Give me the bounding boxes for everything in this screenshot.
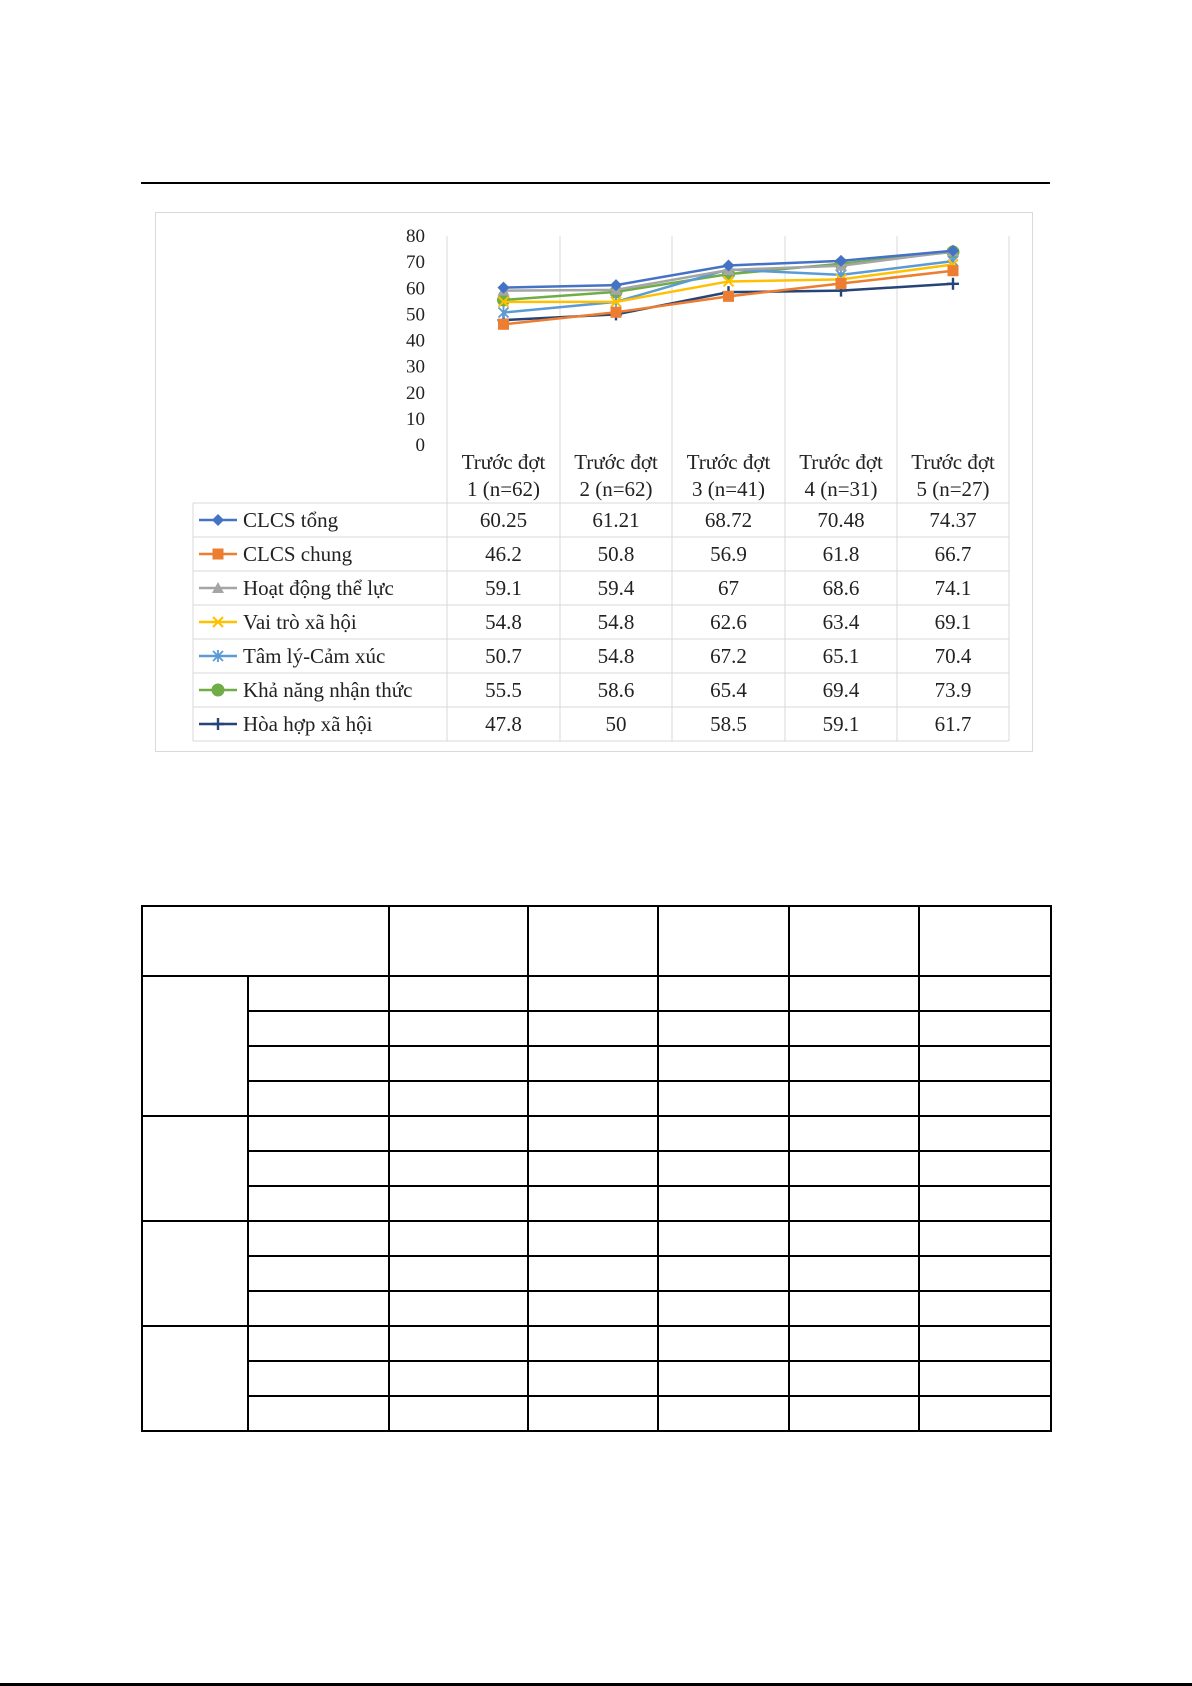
table-cell xyxy=(528,1011,658,1046)
table-cell xyxy=(919,1256,1051,1291)
table-cell xyxy=(919,1116,1051,1151)
table-cell xyxy=(389,1151,528,1186)
table-group-cell xyxy=(142,1116,248,1221)
y-tick-label: 10 xyxy=(406,408,425,430)
table-row xyxy=(142,1046,1051,1081)
table-cell xyxy=(389,1361,528,1396)
table-cell xyxy=(919,1151,1051,1186)
legend-label: Tâm lý-Cảm xúc xyxy=(243,644,386,668)
table-row xyxy=(142,976,1051,1011)
table-row xyxy=(142,1326,1051,1361)
table-cell xyxy=(789,1151,919,1186)
line-chart xyxy=(156,213,1034,753)
table-row xyxy=(142,1361,1051,1396)
table-cell xyxy=(389,906,528,976)
table-cell xyxy=(528,1046,658,1081)
data-table-value: 55.5 xyxy=(485,678,522,702)
table-cell xyxy=(658,1326,789,1361)
table-cell xyxy=(789,1221,919,1256)
data-table-value: 65.4 xyxy=(710,678,747,702)
data-table-value: 68.6 xyxy=(822,576,860,600)
data-table-value: 61.8 xyxy=(822,542,860,566)
table-cell xyxy=(248,1011,389,1046)
data-table-value: 66.7 xyxy=(934,542,972,566)
table-cell xyxy=(528,1116,658,1151)
table-cell xyxy=(248,1291,389,1326)
data-table-value: 70.48 xyxy=(817,508,865,532)
table-cell xyxy=(248,1221,389,1256)
table-cell xyxy=(658,1151,789,1186)
table-cell xyxy=(389,1396,528,1431)
data-table-value: 65.1 xyxy=(822,644,860,668)
table-cell xyxy=(528,1361,658,1396)
table-row xyxy=(142,1151,1051,1186)
table-cell xyxy=(658,1396,789,1431)
data-table-value: 69.4 xyxy=(822,678,860,702)
table-cell xyxy=(142,906,389,976)
table-cell xyxy=(389,1116,528,1151)
data-point xyxy=(836,278,847,289)
table-cell xyxy=(528,906,658,976)
data-table-value: 54.8 xyxy=(485,610,522,634)
x-category-label: 5 (n=27) xyxy=(916,477,990,501)
table-row xyxy=(142,1221,1051,1256)
data-point xyxy=(947,278,959,290)
table-row xyxy=(142,1396,1051,1431)
y-tick-label: 40 xyxy=(406,330,425,352)
table-cell xyxy=(919,906,1051,976)
table-row xyxy=(142,1081,1051,1116)
legend-key-marker xyxy=(212,718,224,730)
table-cell xyxy=(248,1396,389,1431)
data-table-value: 74.37 xyxy=(929,508,977,532)
table-cell xyxy=(789,1081,919,1116)
x-category-label: 3 (n=41) xyxy=(691,477,766,501)
data-table-value: 59.1 xyxy=(822,712,860,736)
table-cell xyxy=(789,1116,919,1151)
table-cell xyxy=(528,1256,658,1291)
data-table-value: 63.4 xyxy=(822,610,860,634)
table-cell xyxy=(658,1221,789,1256)
data-table-value: 58.5 xyxy=(710,712,747,736)
legend-label: CLCS chung xyxy=(243,542,353,566)
data-table-value: 62.6 xyxy=(710,610,747,634)
legend-label: CLCS tổng xyxy=(243,508,339,532)
legend-key-marker xyxy=(212,514,224,526)
table-cell xyxy=(919,1361,1051,1396)
table-group-cell xyxy=(142,976,248,1116)
table-row xyxy=(142,1186,1051,1221)
legend-key-marker xyxy=(213,549,224,560)
data-table-value: 54.8 xyxy=(597,644,635,668)
table-cell xyxy=(919,1291,1051,1326)
legend-label: Hoạt động thể lực xyxy=(243,576,394,600)
table-cell xyxy=(658,976,789,1011)
table-cell xyxy=(658,906,789,976)
data-table-value: 56.9 xyxy=(710,542,747,566)
data-table-value: 67 xyxy=(718,576,739,600)
table-cell xyxy=(248,1046,389,1081)
table-cell xyxy=(919,1221,1051,1256)
x-category-label: Trước đợt xyxy=(574,450,658,474)
x-category-label: Trước đợt xyxy=(799,450,883,474)
legend-label: Hòa hợp xã hội xyxy=(243,712,373,736)
table-cell xyxy=(789,1011,919,1046)
table-cell xyxy=(248,1186,389,1221)
table-cell xyxy=(789,1361,919,1396)
table-cell xyxy=(528,1186,658,1221)
table-cell xyxy=(389,1081,528,1116)
table-cell xyxy=(528,1291,658,1326)
data-table-value: 69.1 xyxy=(934,610,972,634)
table-cell xyxy=(789,1291,919,1326)
table-cell xyxy=(789,1326,919,1361)
data-table-value: 47.8 xyxy=(485,712,522,736)
table-cell xyxy=(389,1046,528,1081)
data-table-value: 68.72 xyxy=(704,508,753,532)
table-cell xyxy=(789,1186,919,1221)
table-cell xyxy=(248,1116,389,1151)
table-cell xyxy=(528,1081,658,1116)
table-cell xyxy=(919,1011,1051,1046)
table-cell xyxy=(789,1256,919,1291)
table-cell xyxy=(658,1081,789,1116)
table-cell xyxy=(528,1396,658,1431)
table-cell xyxy=(248,1256,389,1291)
table-cell xyxy=(528,1221,658,1256)
table-cell xyxy=(389,1186,528,1221)
legend-label: Khả năng nhận thức xyxy=(243,678,413,702)
data-table-value: 59.1 xyxy=(485,576,522,600)
y-tick-label: 70 xyxy=(406,252,425,274)
y-tick-label: 80 xyxy=(406,226,425,247)
data-table-value: 73.9 xyxy=(934,678,972,702)
data-table-value: 58.6 xyxy=(597,678,635,702)
data-table-value: 46.2 xyxy=(485,542,522,566)
x-category-label: Trước đợt xyxy=(686,450,771,474)
x-category-label: 2 (n=62) xyxy=(579,477,653,501)
line-chart-panel xyxy=(155,212,1033,752)
table-cell xyxy=(658,1011,789,1046)
table-row xyxy=(142,1116,1051,1151)
legend-label: Vai trò xã hội xyxy=(243,610,357,634)
table-cell xyxy=(248,1151,389,1186)
data-point xyxy=(611,307,622,318)
data-table-value: 61.21 xyxy=(592,508,640,532)
table-cell xyxy=(389,1256,528,1291)
data-table-value: 50.8 xyxy=(597,542,635,566)
data-table-value: 50.7 xyxy=(485,644,522,668)
data-table-value: 60.25 xyxy=(479,508,528,532)
x-category-label: Trước đợt xyxy=(461,450,546,474)
table-cell xyxy=(528,976,658,1011)
y-tick-label: 30 xyxy=(406,356,425,378)
data-point xyxy=(948,265,959,276)
table-cell xyxy=(919,1046,1051,1081)
y-tick-label: 0 xyxy=(415,435,425,456)
table-cell xyxy=(389,976,528,1011)
y-tick-label: 20 xyxy=(406,382,425,404)
table-cell xyxy=(919,976,1051,1011)
data-table-value: 54.8 xyxy=(597,610,635,634)
table-cell xyxy=(248,1081,389,1116)
table-header-row xyxy=(142,906,1051,976)
x-category-label: Trước đợt xyxy=(911,450,995,474)
legend-key-marker xyxy=(212,684,225,697)
table-row xyxy=(142,1256,1051,1291)
data-table-value: 70.4 xyxy=(934,644,972,668)
table-cell xyxy=(658,1186,789,1221)
table-row xyxy=(142,1011,1051,1046)
table-cell xyxy=(919,1396,1051,1431)
table-cell xyxy=(389,1221,528,1256)
table-cell xyxy=(248,976,389,1011)
table-cell xyxy=(248,1326,389,1361)
x-category-label: 4 (n=31) xyxy=(804,477,878,501)
data-point xyxy=(498,319,509,330)
table-cell xyxy=(658,1291,789,1326)
table-cell xyxy=(658,1361,789,1396)
table-cell xyxy=(389,1011,528,1046)
table-cell xyxy=(658,1256,789,1291)
table-cell xyxy=(789,976,919,1011)
data-point xyxy=(723,291,734,302)
table-group-cell xyxy=(142,1221,248,1326)
table-cell xyxy=(919,1081,1051,1116)
x-category-label: 1 (n=62) xyxy=(466,477,541,501)
table-cell xyxy=(789,906,919,976)
data-table-value: 50 xyxy=(605,712,627,736)
table-cell xyxy=(389,1326,528,1361)
table-cell xyxy=(789,1046,919,1081)
table-cell xyxy=(919,1326,1051,1361)
table-cell xyxy=(528,1326,658,1361)
table-cell xyxy=(658,1116,789,1151)
table-cell xyxy=(658,1046,789,1081)
y-tick-label: 60 xyxy=(406,278,425,300)
table-cell xyxy=(389,1291,528,1326)
table-cell xyxy=(789,1396,919,1431)
table-cell xyxy=(248,1361,389,1396)
data-table-value: 74.1 xyxy=(934,576,972,600)
table-row xyxy=(142,1291,1051,1326)
blank-table xyxy=(141,905,1052,1432)
y-tick-label: 50 xyxy=(406,304,425,326)
data-table-value: 61.7 xyxy=(934,712,972,736)
page-header-rule xyxy=(141,182,1050,184)
data-table-value: 67.2 xyxy=(710,644,747,668)
table-group-cell xyxy=(142,1326,248,1431)
table-cell xyxy=(919,1186,1051,1221)
data-table-value: 59.4 xyxy=(597,576,635,600)
table-cell xyxy=(528,1151,658,1186)
